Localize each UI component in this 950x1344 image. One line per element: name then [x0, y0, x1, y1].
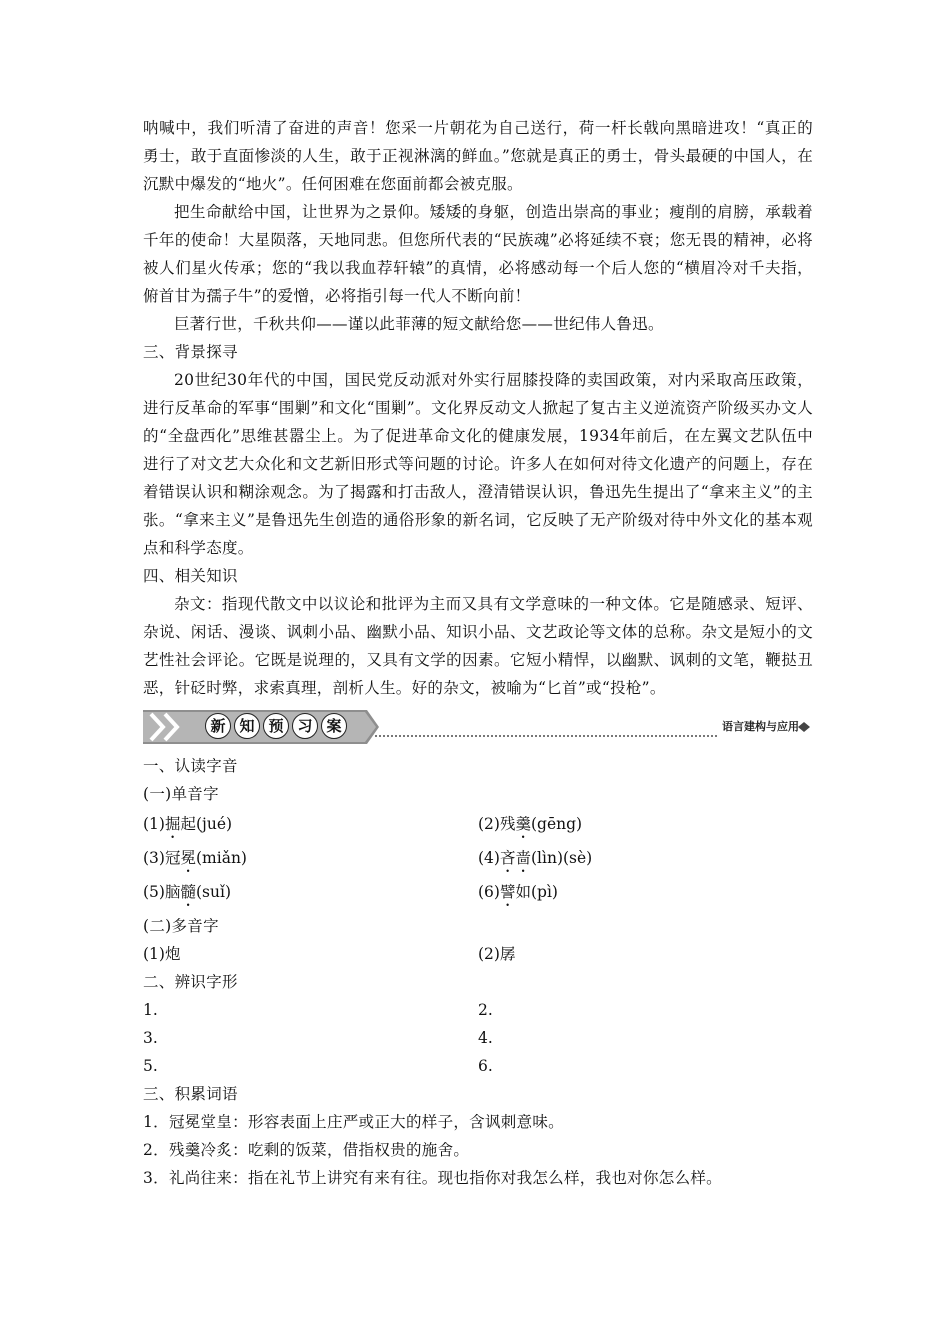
- pronunciation-row: [143, 842, 813, 876]
- banner-title: [205, 713, 350, 739]
- pronunciation-item: (5)脑髓(suǐ): [143, 883, 231, 901]
- banner-title-char: 案: [321, 713, 347, 739]
- pronunciation-item: (1)掘起(jué): [143, 815, 233, 833]
- glyph-item-number: 4.: [478, 1029, 493, 1047]
- banner-title-char: 知: [234, 713, 260, 739]
- pronunciation-item: (3)冠冕(miǎn): [143, 849, 247, 867]
- glyph-row: [143, 1052, 813, 1080]
- banner-title-char: 新: [205, 713, 231, 739]
- paragraph-dedication: 巨著行世，千秋共仰——谨以此菲薄的短文献给您——世纪伟人鲁迅。: [174, 315, 664, 333]
- section-banner: [143, 708, 815, 746]
- glyph-item-number: 6.: [478, 1057, 493, 1075]
- pronunciation-item: (2)残羹(gēng): [478, 815, 583, 833]
- subheading-single-sound: (一)单音字: [143, 785, 219, 803]
- pronunciation-item: (6)譬如(pì): [478, 883, 558, 901]
- banner-title-char: 预: [263, 713, 289, 739]
- glyph-item-number: 1.: [143, 1001, 158, 1019]
- pronunciation-row: [143, 808, 813, 842]
- banner-title-char: 习: [292, 713, 318, 739]
- document-content: [143, 114, 813, 1192]
- paragraph-shouting: 呐喊中，我们听清了奋进的声音！您采一片朝花为自己送行，荷一杆长戟向黑暗进攻！“真正的勇士，敢于直面惨淡的人生，敢于正视淋漓的鲜血。”您就是真正的勇士，骨头最硬的中国人，在沉默中爆发的“地火”。任何困难在您面前都会被克服。: [143, 119, 813, 193]
- paragraph-zawen: 杂文：指现代散文中以议论和批评为主而又具有文学意味的一种文体。它是随感录、短评、杂说、闲话、漫谈、讽刺小品、幽默小品、知识小品、文艺政论等文体的总称。杂文是短小的文艺性社会评论。它既是说理的，又具有文学的因素。它短小精悍，以幽默、讽刺的文笔，鞭挞丑恶，针砭时弊，求索真理，剖析人生。好的杂文，被喻为“匕首”或“投枪”。: [143, 595, 813, 697]
- subheading-multi-sound: (二)多音字: [143, 917, 219, 935]
- banner-right-label: 语言建构与应用: [722, 720, 799, 733]
- heading-identify-glyphs: 二、辨识字形: [143, 973, 238, 991]
- vocab-item: 2．残羹冷炙：吃剩的饭菜，借指权贵的施舍。: [143, 1141, 470, 1159]
- multi-sound-item: (1)炮: [143, 945, 181, 963]
- glyph-row: [143, 996, 813, 1024]
- multi-sound-item: (2)孱: [478, 945, 516, 963]
- glyph-item-number: 5.: [143, 1057, 158, 1075]
- heading-read-pronunciation: 一、认读字音: [143, 757, 238, 775]
- paragraph-background: 20世纪30年代的中国，国民党反动派对外实行屈膝投降的卖国政策，对内采取高压政策，进行反革命的军事“围剿”和文化“围剿”。文化界反动文人掀起了复古主义逆流资产阶级买办文人的“全盘西化”思维甚嚣尘上。为了促进革命文化的健康发展，1934年前后，在左翼文艺队伍中进行了对文艺大众化和文艺新旧形式等问题的讨论。许多人在如何对待文化遗产的问题上，存在着错误认识和糊涂观念。为了揭露和打击敌人，澄清错误认识，鲁迅先生提出了“拿来主义”的主张。“拿来主义”是鲁迅先生创造的通俗形象的新名词，它反映了无产阶级对待中外文化的基本观点和科学态度。: [143, 371, 813, 557]
- banner-dotted-line: [375, 735, 717, 737]
- multi-sound-row: [143, 940, 813, 968]
- vocab-item: 1．冠冕堂皇：形容表面上庄严或正大的样子，含讽刺意味。: [143, 1113, 564, 1131]
- pronunciation-row: [143, 876, 813, 910]
- pronunciation-item: (4)吝啬(lìn)(sè): [478, 849, 593, 867]
- glyph-item-number: 3.: [143, 1029, 158, 1047]
- heading-background: 三、背景探寻: [143, 343, 238, 361]
- heading-accumulate-words: 三、积累词语: [143, 1085, 238, 1103]
- glyph-item-number: 2.: [478, 1001, 493, 1019]
- glyph-row: [143, 1024, 813, 1052]
- paragraph-life-devotion: 把生命献给中国，让世界为之景仰。矮矮的身躯，创造出崇高的事业；瘦削的肩膀，承载着千年的使命！大星陨落，天地同悲。但您所代表的“民族魂”必将延续不衰；您无畏的精神，必将被人们星火传承；您的“我以我血荐轩辕”的真情，必将感动每一个后人您的“横眉冷对千夫指，俯首甘为孺子牛”的爱憎，必将指引每一代人不断向前！: [143, 203, 813, 305]
- heading-related-knowledge: 四、相关知识: [143, 567, 238, 585]
- vocab-item: 3．礼尚往来：指在礼节上讲究有来有往。现也指你对我怎么样，我也对你怎么样。: [143, 1169, 722, 1187]
